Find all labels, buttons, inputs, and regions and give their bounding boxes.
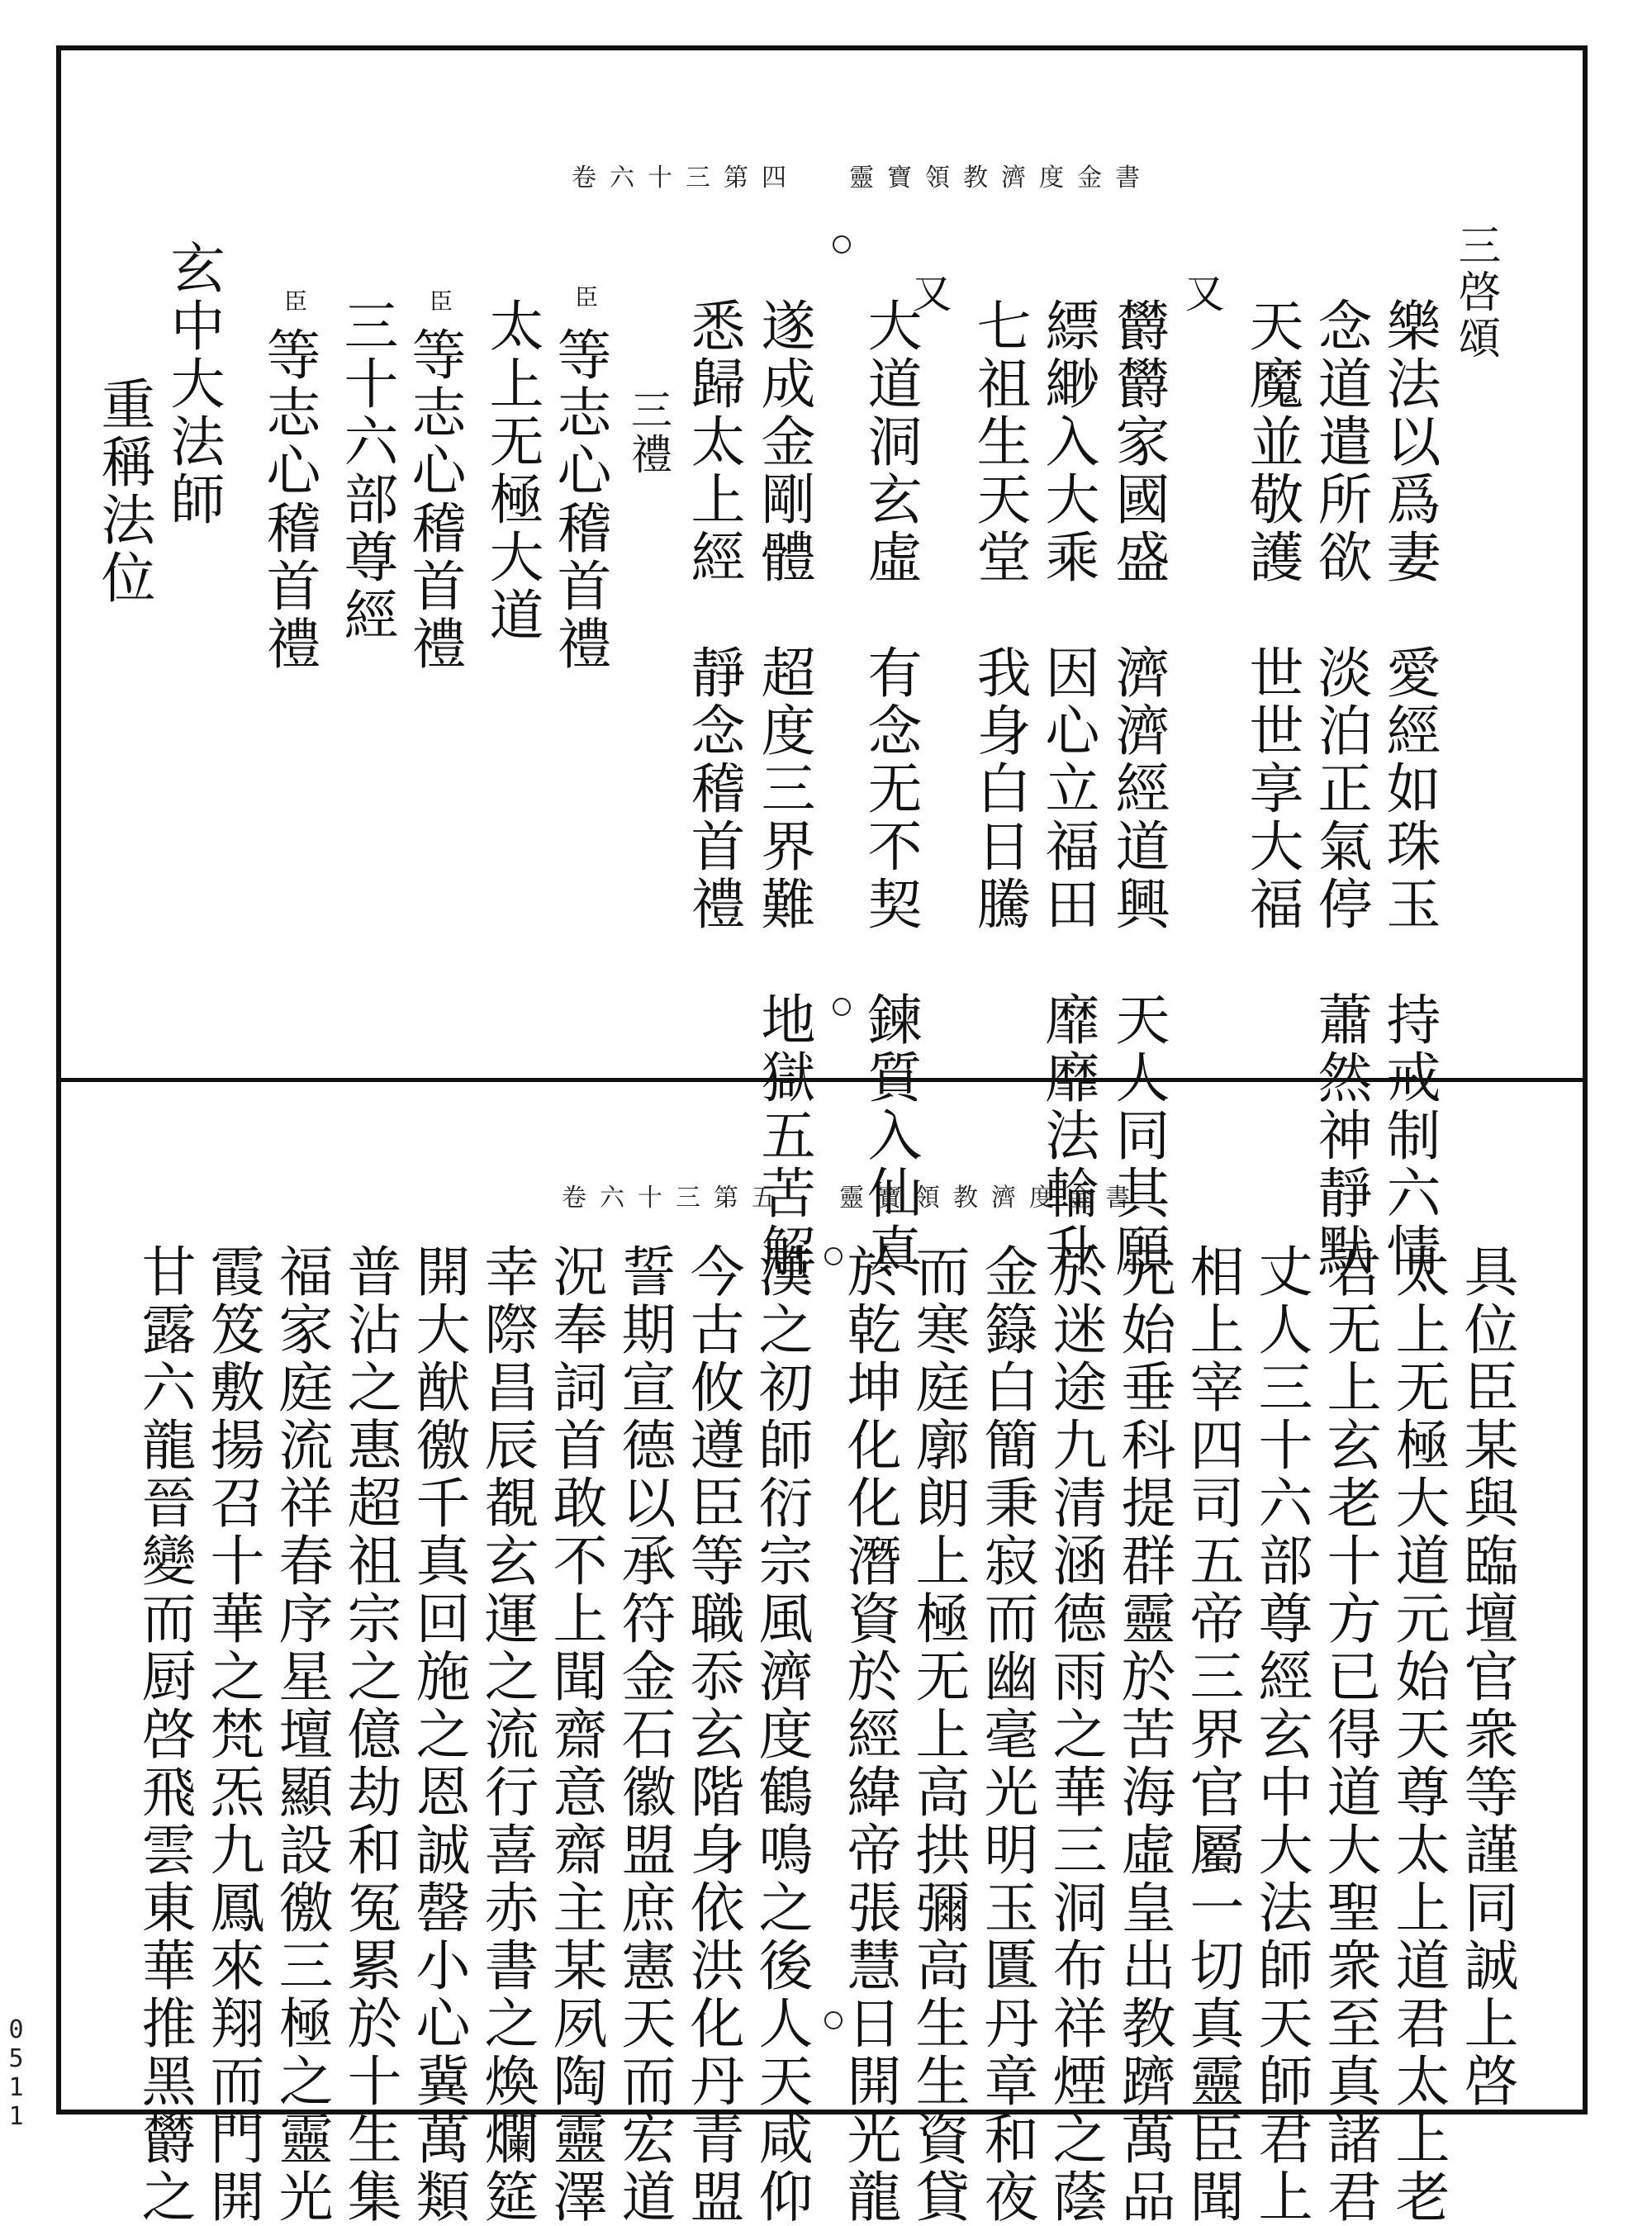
lower-col-1: 具位臣某與臨壇官衆等謹同誠上啓 xyxy=(1455,1243,1518,2110)
lower-col-12: 今古攸遵臣等職忝玄階身依洪化丹青盟 xyxy=(681,1243,744,2226)
circle-mark xyxy=(824,1247,843,1265)
upper-col-6: 欝欝家國盛 濟濟經道興 天人同其願 xyxy=(1106,297,1170,1280)
upper-col-12: 悉歸太上經 靜念稽首禮 xyxy=(681,297,745,933)
lower-col-17: 普沾之惠超祖宗之億劫和冤累於十生集 xyxy=(338,1243,401,2226)
lower-col-8: 金籙白簡秉寂而幽毫光明玉匱丹章和夜 xyxy=(975,1243,1038,2226)
lower-col-7: 於迷途九清涵德雨之華三洞布祥煙之蔭 xyxy=(1043,1243,1107,2226)
upper-col-15: 太上无極大道 xyxy=(480,297,544,644)
lower-col-3: 君无上玄老十方已得道大聖衆至真諸君 xyxy=(1317,1243,1381,2226)
upper-col-14: 等志心稽首禮 xyxy=(548,326,611,673)
upper-col-13: 三禮 xyxy=(624,388,672,477)
upper-col-10: 大道洞玄虛 有念无不契 鍊質入仙真 xyxy=(858,297,922,1280)
lower-col-10: 於乾坤化化潛資於經緯帝張慧日開光龍 xyxy=(838,1243,901,2226)
lower-col-6: 元始垂科提群靈於苦海虛皇出教躋萬品 xyxy=(1112,1243,1175,2226)
upper-header-volume: 卷六十三第四 xyxy=(572,164,800,192)
upper-col-5: 又 xyxy=(1178,273,1224,316)
chen-mark-2: 臣 xyxy=(426,289,453,316)
chen-mark-1: 臣 xyxy=(572,285,599,311)
lower-col-4: 丈人三十六部尊經玄中大法師天師君上 xyxy=(1249,1243,1313,2226)
circle-mark xyxy=(833,235,851,254)
lower-col-19: 霞笈敷揚召十華之梵炁九鳳來翔而門開 xyxy=(201,1243,264,2226)
chen-mark-3: 臣 xyxy=(281,289,308,316)
lower-col-14: 況奉詞首敢不上聞齋意齋主某夙陶靈澤 xyxy=(544,1243,607,2226)
circle-mark xyxy=(833,998,851,1016)
upper-page-header xyxy=(572,157,1153,193)
upper-col-17: 三十六部尊經 xyxy=(335,297,398,644)
upper-col-18: 等志心稽首禮 xyxy=(257,326,320,673)
lower-header-title: 靈寶領教濟度金書 xyxy=(839,1184,1143,1213)
lower-page-header xyxy=(562,1177,1143,1213)
page-side-number: 0511 xyxy=(2,2015,31,2131)
circle-mark xyxy=(824,2011,843,2029)
upper-col-16: 等志心稽首禮 xyxy=(402,326,466,673)
lower-col-18: 福家庭流祥春序星壇顯設徼三極之靈光 xyxy=(269,1243,333,2226)
upper-col-19: 玄中大法師 xyxy=(161,240,225,529)
upper-header-title: 靈寶領教濟度金書 xyxy=(849,164,1153,192)
upper-col-2: 樂法以爲妻 愛經如珠玉 持戒制六情 xyxy=(1377,297,1441,1280)
upper-col-7: 縹緲入大乘 因心立福田 靡靡法輪升 xyxy=(1036,297,1099,1280)
lower-col-9: 而寒庭廓朗上極无上高拱彌高生生資貸 xyxy=(906,1243,970,2226)
upper-col-20: 重稱法位 xyxy=(92,376,155,607)
lower-col-11: 漢之初師衍宗風濟度鶴鳴之後人天咸仰 xyxy=(749,1243,813,2226)
lower-header-volume: 卷六十三第五 xyxy=(562,1184,790,1213)
upper-col-9: 又 xyxy=(905,273,952,316)
lower-col-20: 甘露六龍晉變而厨啓飛雲東華推黑欝之 xyxy=(132,1243,196,2226)
lower-col-15: 幸際昌辰覩玄運之流行喜赤書之煥爛筵 xyxy=(475,1243,539,2226)
upper-col-1: 三啓頌 xyxy=(1450,223,1500,362)
upper-col-4: 天魔並敬護 世世享大福 xyxy=(1240,297,1303,933)
upper-col-3: 念道遣所欲 淡泊正氣停 蕭然神靜默 xyxy=(1308,297,1372,1280)
upper-col-8: 七祖生天堂 我身白日騰 xyxy=(967,297,1031,933)
upper-col-11: 遂成金剛體 超度三界難 地獄五苦解 xyxy=(752,297,815,1280)
lower-col-2: 太上无極大道元始天尊太上道君太上老 xyxy=(1386,1243,1450,2226)
lower-col-5: 相上宰四司五帝三界官屬一切真靈臣聞 xyxy=(1180,1243,1244,2226)
lower-col-16: 開大猷徼千真回施之恩誠罄小心冀萬類 xyxy=(406,1243,470,2226)
lower-col-13: 誓期宣德以承符金石徽盟庶憲天而宏道 xyxy=(612,1243,676,2226)
